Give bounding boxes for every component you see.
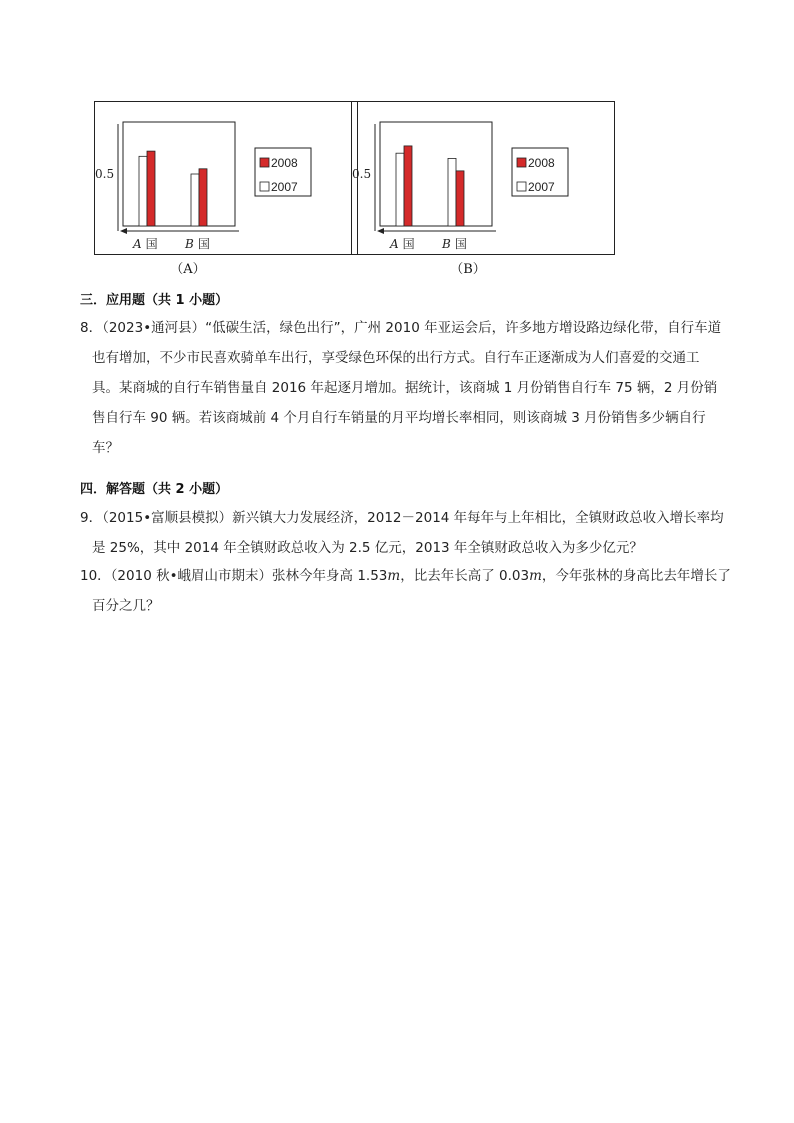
question-9 [80, 503, 724, 563]
section-heading-applied: 三．应用题（共 1 小题） [80, 293, 229, 308]
question-9-line: 是 25%，其中 2014 年全镇财政总收入为 2.5 亿元，2013 年全镇财政总收入为多少亿元？ [92, 540, 643, 556]
question-8 [80, 313, 720, 463]
question-10 [80, 561, 731, 621]
question-8-line: 售自行车 90 辆。若该商城前 4 个月自行车销量的月平均增长率相同，则该商城 3 月份销售多少辆自行 [92, 410, 706, 426]
question-8-line: 车？ [92, 440, 119, 456]
legend-label: 2007 [528, 180, 555, 194]
y-tick-label: 0.5 [352, 167, 372, 181]
bar-2008 [456, 171, 464, 226]
x-tick-label: B 国 [185, 237, 210, 251]
x-axis-arrow [120, 228, 127, 234]
bar-2007 [448, 158, 456, 226]
bar-2008 [147, 151, 155, 226]
y-tick-label: 0.5 [95, 167, 115, 181]
bar-chart-a-svg [95, 102, 359, 256]
unit-meter: m [387, 568, 401, 584]
bar-chart-a [94, 101, 358, 255]
legend-label: 2007 [271, 180, 298, 194]
bar-2008 [404, 146, 412, 226]
bar-chart-b-svg [352, 102, 616, 256]
x-tick-label: A 国 [390, 237, 415, 251]
x-axis-arrow [377, 228, 384, 234]
question-10-text: 10．（2010 秋•峨眉山市期末）张林今年身高 1.53 [80, 568, 388, 584]
x-tick-label: A 国 [133, 237, 158, 251]
question-8-line: 也有增加，不少市民喜欢骑单车出行，享受绿色环保的出行方式。自行车正逐渐成为人们喜爱的交通工 [92, 350, 700, 366]
question-9-line: 9．（2015•富顺县模拟）新兴镇大力发展经济，2012－2014 年每年与上年相比，全镇财政总收入增长率均 [80, 510, 724, 526]
bar-2007 [396, 153, 404, 226]
question-10-text: ，今年张林的身高比去年增长了 [541, 568, 731, 584]
question-10-text: ，比去年长高了 0.03 [400, 568, 530, 584]
chart-a-caption: （A） [170, 262, 206, 277]
section-heading-solve: 四．解答题（共 2 小题） [80, 482, 229, 497]
question-8-line: 具。某商城的自行车销售量自 2016 年起逐月增加。据统计，该商城 1 月份销售自行车 75 辆，2 月份销 [92, 380, 718, 396]
bar-2007 [191, 174, 199, 226]
legend-swatch-2008 [260, 158, 269, 167]
bar-chart-b [351, 101, 615, 255]
chart-b-caption: （B） [450, 262, 486, 277]
question-10-line: 百分之几？ [92, 598, 160, 614]
legend-swatch-2008 [517, 158, 526, 167]
legend-swatch-2007 [517, 182, 526, 191]
legend-label: 2008 [528, 156, 555, 170]
x-tick-label: B 国 [442, 237, 467, 251]
unit-meter: m [529, 568, 542, 584]
bar-2007 [139, 156, 147, 226]
bar-2008 [199, 169, 207, 226]
legend-label: 2008 [271, 156, 298, 170]
legend-swatch-2007 [260, 182, 269, 191]
question-8-line: 8．（2023•通河县）“低碳生活，绿色出行”，广州 2010 年亚运会后，许多地方增设路边绿化带，自行车道 [80, 320, 722, 336]
question-10-line [80, 561, 731, 591]
